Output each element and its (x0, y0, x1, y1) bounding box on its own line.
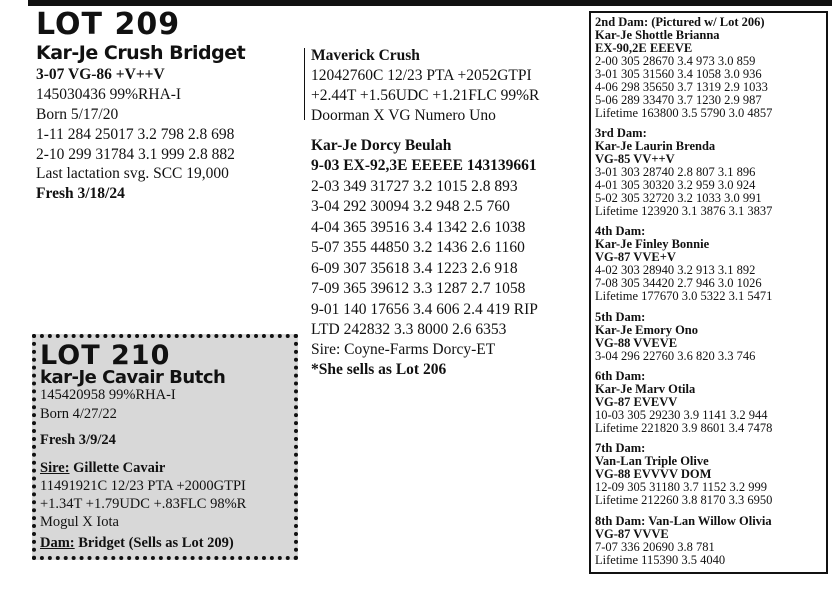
lot-210-registration: 145420958 99%RHA-I (40, 387, 176, 403)
maternal-pedigree-box (589, 11, 828, 574)
dam-2-record: 4-06 298 35650 3.7 1319 2.9 1033 (595, 80, 768, 94)
sire-divider (304, 48, 305, 120)
dam-2-heading: 2nd Dam: (Pictured w/ Lot 206) (595, 15, 765, 29)
lot-209-record: 1-11 284 25017 3.2 798 2.8 698 (36, 126, 235, 143)
dam-5-classification: VG-88 VVEVE (595, 336, 678, 350)
dam-6-name: Kar-Je Marv Otila (595, 382, 696, 396)
dam-2-record: 5-06 289 33470 3.7 1230 2.9 987 (595, 93, 762, 107)
dam-7-lifetime: Lifetime 212260 3.8 8170 3.3 6950 (595, 493, 773, 507)
dam-3-heading: 3rd Dam: (595, 126, 647, 140)
lot-209-scc: Last lactation svg. SCC 19,000 (36, 165, 229, 182)
dam-7-record: 12-09 305 31180 3.7 1152 3.2 999 (595, 480, 767, 494)
dam-4-lifetime: Lifetime 177670 3.0 5322 3.1 5471 (595, 289, 773, 303)
dam-sells-note: *She sells as Lot 206 (311, 361, 447, 378)
lot-210-sire-proof: +1.34T +1.79UDC +.83FLC 98%R (40, 496, 247, 512)
lot-210-sire-proof: 11491921C 12/23 PTA +2000GTPI (40, 478, 246, 494)
lot-210-dam-text: Bridget (Sells as Lot 209) (74, 535, 234, 551)
lot-209-fresh: Fresh 3/18/24 (36, 185, 125, 202)
lot-209-classification: 3-07 VG-86 +V++V (36, 66, 165, 83)
lot-210-dam-label: Dam: (40, 535, 75, 551)
dam-6-record: 10-03 305 29230 3.9 1141 3.2 944 (595, 408, 768, 422)
dam-4-name: Kar-Je Finley Bonnie (595, 237, 710, 251)
sire-proof: 12042760C 12/23 PTA +2052GTPI (311, 67, 532, 84)
lot-209-record: 2-10 299 31784 3.1 999 2.8 882 (36, 146, 235, 163)
dam-classification: 9-03 EX-92,3E EEEEE 143139661 (311, 157, 537, 174)
lot-209-registration: 145030436 99%RHA-I (36, 86, 182, 103)
dam-3-record: 5-02 305 32720 3.2 1033 3.0 991 (595, 191, 762, 205)
dam-6-lifetime: Lifetime 221820 3.9 8601 3.4 7478 (595, 421, 773, 435)
dam-3-name: Kar-Je Laurin Brenda (595, 139, 716, 153)
lot-209-born: Born 5/17/20 (36, 106, 119, 123)
dam-lifetime: LTD 242832 3.3 8000 2.6 6353 (311, 321, 507, 338)
dam-2-classification: EX-90,2E EEEVE (595, 41, 693, 55)
dam-5-heading: 5th Dam: (595, 310, 646, 324)
dam-3-classification: VG-85 VV++V (595, 152, 675, 166)
dam-record: 4-04 365 39516 3.4 1342 2.6 1038 (311, 219, 526, 236)
dam-5-name: Kar-Je Emory Ono (595, 323, 698, 337)
dam-name: Kar-Je Dorcy Beulah (311, 137, 452, 154)
dam-7-heading: 7th Dam: (595, 441, 646, 455)
dam-8-heading: 8th Dam: Van-Lan Willow Olivia (595, 514, 772, 528)
lot-209-name: Kar-Je Crush Bridget (36, 42, 246, 64)
dam-5-record: 3-04 296 22760 3.6 820 3.3 746 (595, 349, 756, 363)
dam-8-record: 7-07 336 20690 3.8 781 (595, 540, 715, 554)
sire-proof: +2.44T +1.56UDC +1.21FLC 99%R (311, 87, 540, 104)
lot-210-sire-heading (40, 459, 165, 479)
dam-3-record: 4-01 305 30320 3.2 959 3.0 924 (595, 178, 756, 192)
dam-2-lifetime: Lifetime 163800 3.5 5790 3.0 4857 (595, 106, 773, 120)
dam-2-record: 2-00 305 28670 3.4 973 3.0 859 (595, 54, 756, 68)
sire-name: Maverick Crush (311, 47, 420, 64)
dam-record: 5-07 355 44850 3.2 1436 2.6 1160 (311, 239, 525, 256)
lot-210-born: Born 4/27/22 (40, 406, 117, 422)
dam-record: 2-03 349 31727 3.2 1015 2.8 893 (311, 178, 518, 195)
lot-210-sire-name: Gillette Cavair (69, 460, 166, 476)
lot-209-title: LOT 209 (36, 7, 181, 42)
dam-record: 7-09 365 39612 3.3 1287 2.7 1058 (311, 280, 526, 297)
lot-210-title: LOT 210 (40, 340, 171, 371)
dam-2-name: Kar-Je Shottle Brianna (595, 28, 720, 42)
dam-8-lifetime: Lifetime 115390 3.5 4040 (595, 553, 726, 567)
dam-6-classification: VG-87 EVEVV (595, 395, 678, 409)
dam-4-record: 4-02 303 28940 3.2 913 3.1 892 (595, 263, 756, 277)
dam-record: 6-09 307 35618 3.4 1223 2.6 918 (311, 260, 518, 277)
dam-record: 9-01 140 17656 3.4 606 2.4 419 RIP (311, 301, 538, 318)
dam-sire: Sire: Coyne-Farms Dorcy-ET (311, 341, 496, 358)
dam-7-name: Van-Lan Triple Olive (595, 454, 709, 468)
dam-2-record: 3-01 305 31560 3.4 1058 3.0 936 (595, 67, 762, 81)
dam-3-lifetime: Lifetime 123920 3.1 3876 3.1 3837 (595, 204, 773, 218)
lot-210-sire-pedigree: Mogul X Iota (40, 514, 119, 530)
lot-210-fresh: Fresh 3/9/24 (40, 432, 116, 448)
dam-3-record: 3-01 303 28740 2.8 807 3.1 896 (595, 165, 756, 179)
lot-210-box (32, 334, 298, 560)
dam-4-classification: VG-87 VVE+V (595, 250, 676, 264)
dam-6-heading: 6th Dam: (595, 369, 646, 383)
dam-8-classification: VG-87 VVVE (595, 527, 669, 541)
lot-210-dam-line (40, 534, 234, 554)
dam-4-record: 7-08 305 34420 2.7 946 3.0 1026 (595, 276, 762, 290)
sire-pedigree: Doorman X VG Numero Uno (311, 107, 496, 124)
lot-210-name: kar-Je Cavair Butch (40, 367, 226, 388)
top-rule (28, 0, 832, 6)
dam-record: 3-04 292 30094 3.2 948 2.5 760 (311, 198, 510, 215)
dam-7-classification: VG-88 EVVVV DOM (595, 467, 712, 481)
lot-210-sire-label: Sire: (40, 460, 70, 476)
dam-4-heading: 4th Dam: (595, 224, 646, 238)
